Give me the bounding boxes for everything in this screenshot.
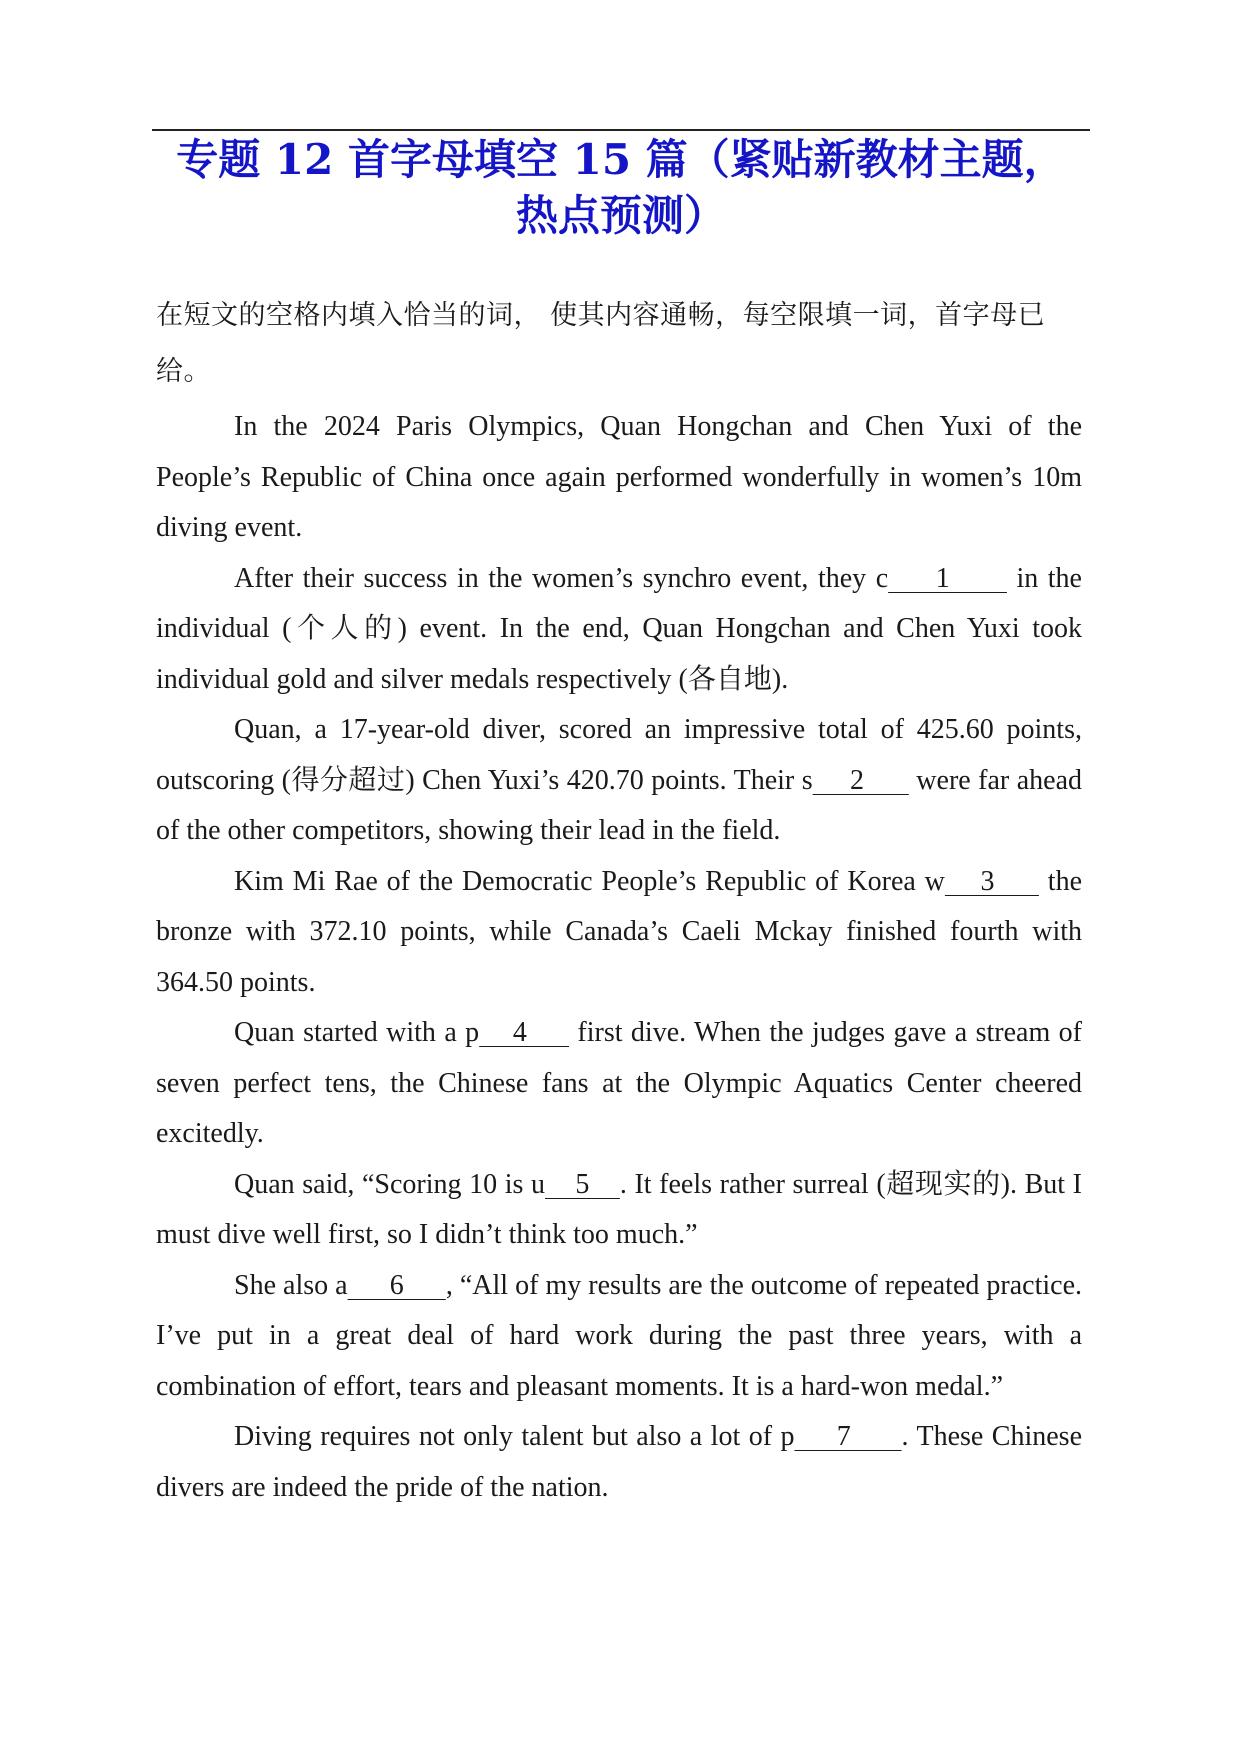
paragraph-6-text-b: . It feels rather surreal (超现实的). But I must dive well first, so I didn’t think too much.” <box>156 1168 1082 1250</box>
blank-2: 2 <box>812 764 909 796</box>
paragraph-3-text-a: Quan, a 17-year-old diver, scored an impressive total of 425.60 points, outscoring (得分超过) Chen Yuxi’s 420.70 points. Their s <box>156 714 1082 796</box>
blank-7: 7 <box>794 1421 902 1452</box>
paragraph-7 <box>156 1261 1082 1413</box>
paragraph-2-text-b: in the individual (个人的) event. In the end, Quan Hongchan and Chen Yuxi took individual gold and silver medals respectively (各自地). <box>156 562 1082 695</box>
blank-1: 1 <box>888 562 1007 594</box>
instructions: 在短文的空格内填入恰当的词， 使其内容通畅，每空限填一词，首字母已给。 <box>156 300 1046 387</box>
paragraph-2-text-a: After their success in the women’s synchro event, they c <box>234 562 889 594</box>
blank-4: 4 <box>479 1017 569 1048</box>
title-line-1: 专题 12 首字母填空 15 篇（紧贴新教材主题， <box>176 135 1066 184</box>
paragraph-7-text-a: She also a <box>234 1269 348 1301</box>
paragraph-8 <box>156 1412 1082 1513</box>
paragraph-3 <box>156 705 1082 857</box>
blank-3: 3 <box>944 865 1039 897</box>
paragraph-7-text-b: , “All of my results are the outcome of repeated practice. I’ve put in a great deal of hard work during the past three years, with a combination of effort, tears and pleasant moments. It is a hard-won medal.” <box>156 1269 1083 1402</box>
paragraph-4-text-a: Kim Mi Rae of the Democratic People’s Republic of Korea w <box>234 865 945 897</box>
paragraph-6-text-a: Quan said, “Scoring 10 is u <box>234 1168 545 1200</box>
paragraph-1: In the 2024 Paris Olympics, Quan Hongchan and Chen Yuxi of the People’s Republic of China once again performed wonderfully in women’s 10m diving event. <box>156 411 1082 543</box>
blank-5: 5 <box>545 1168 620 1200</box>
paragraph-5-text-a: Quan started with a p <box>234 1017 480 1048</box>
paragraph-4 <box>156 857 1082 1009</box>
passage <box>156 402 1082 1513</box>
paragraph-6 <box>156 1160 1082 1261</box>
page-title <box>152 132 1090 244</box>
paragraph-3-text-b: were far ahead of the other competitors, showing their lead in the field. <box>156 764 1083 846</box>
paragraph-8-text-b: . These Chinese divers are indeed the pride of the nation. <box>156 1421 1083 1503</box>
paragraph-5-text-b: first dive. When the judges gave a stream of seven perfect tens, the Chinese fans at the Olympic Aquatics Center cheered excitedly. <box>156 1017 1082 1149</box>
paragraph-5 <box>156 1008 1082 1160</box>
blank-6: 6 <box>347 1269 446 1301</box>
header-rule <box>152 129 1090 131</box>
paragraph-4-text-b: the bronze with 372.10 points, while Canada’s Caeli Mckay finished fourth with 364.50 points. <box>156 865 1083 998</box>
paragraph-2 <box>156 554 1082 706</box>
title-line-2: 热点预测） <box>515 191 726 240</box>
paragraph-8-text-a: Diving requires not only talent but also a lot of p <box>234 1421 795 1452</box>
